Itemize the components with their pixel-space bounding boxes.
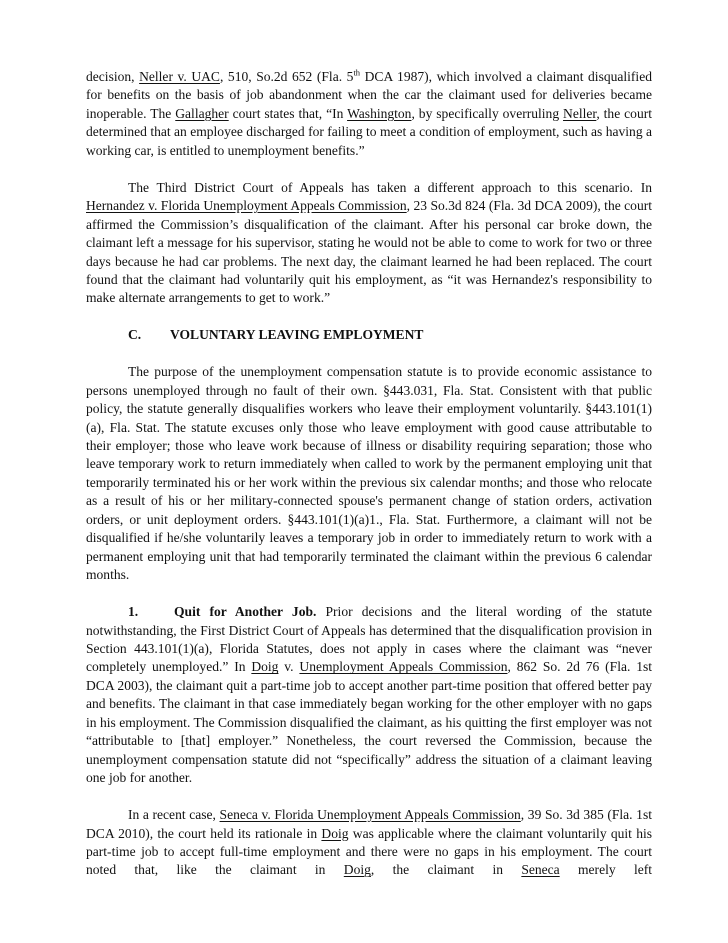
text-run: was applicable where the claimant voluntarily quit his part-time job to accept full-time employment and there were no gaps in his employment. The court noted that, like the claimant in [86,825,653,878]
text-run: , the claimant in [370,862,522,878]
text-run: Prior decisions and the literal wording of the statute notwithstanding, the First District Court of Appeals has determined that the disqualification provision in Section 443.101(1)(a), Florida Statutes, does not apply in cases where the claimant was “never completely unemployed.” In [86,604,652,675]
text-run: The Third District Court of Appeals has taken a different approach to this scenario. In [128,179,652,195]
case-name-neller: Neller [563,105,597,121]
section-letter: C. [128,327,142,343]
case-name-gallagher: Gallagher [175,105,229,121]
case-citation-seneca: Seneca v. Florida Unemployment Appeals Commission [219,807,521,823]
text-run: , 39 So. 3d 385 (Fla. 1st DCA 2010), the court held its rationale in [86,807,652,841]
text-run: court states that, “In [228,105,348,121]
document-body [86,68,652,880]
superscript-th: th [353,67,361,78]
section-heading-c [86,326,652,344]
text-run: In a recent case, [128,807,220,823]
section-title: VOLUNTARY LEAVING EMPLOYMENT [170,327,424,343]
paragraph-seneca [86,806,652,880]
case-citation-hernandez: Hernandez v. Florida Unemployment Appeals Commission [86,198,407,214]
subsection-title: Quit for Another Job. [174,604,317,620]
case-name-washington: Washington [347,105,412,121]
text-run: DCA 1987), which involved a claimant disqualified for benefits on the basis of job abandonment when the car the claimant used for deliveries became inoperable. The [86,69,652,121]
text-run: , 23 So.3d 824 (Fla. 3d DCA 2009), the court affirmed the Commission’s disqualification of the claimant. After his personal car broke down, the claimant left a message for his supervisor, stating he would not be able to come to work for two or three days because he had car problems. The next day, the claimant learned he had been replaced. The court found that the claimant had voluntarily quit his employment, as “it was Hernandez's responsibility to make alternate arrangements to get to work.” [86,198,652,306]
text-run: , by specifically overruling [411,105,564,121]
paragraph-quit-for-another-job [86,603,652,788]
paragraph-neller [86,68,652,160]
paragraph-hernandez [86,179,652,308]
text-run: , 862 So. 2d 76 (Fla. 1st DCA 2003), the claimant quit a part-time job to accept another part-time position that offered better pay and benefits. The claimant in that case immediately began working for the other employer with no gaps in his employment. The Commission disqualified the claimant, as his quitting the first employer was not “attributable to [that] employer.” Nonetheless, the court reversed the Commission, because the unemployment compensation statute did not “specifically” address the situation of a claimant leaving one job for another. [86,659,653,786]
case-name-seneca: Seneca [521,862,560,878]
text-run: , 510, So.2d 652 (Fla. 5 [219,69,354,84]
subsection-number: 1. [128,604,139,620]
case-name-uac: Unemployment Appeals Commission [299,659,508,675]
case-citation-neller-v-uac: Neller v. UAC [139,69,220,84]
text-run: , the court determined that an employee discharged for failing to meet a condition of employment, such as having a working car, is entitled to unemployment benefits.” [86,105,652,158]
text-run: decision, [86,69,140,84]
case-name-doig: Doig [251,659,279,675]
text-run: merely left [559,862,652,878]
paragraph-purpose: The purpose of the unemployment compensation statute is to provide economic assistance to persons unemployed through no fault of their own. §443.031, Fla. Stat. Consistent with that public policy, the statute generally disqualifies workers who leave their employment voluntarily. §443.101(1)(a), Fla. Stat. The statute excuses only those who leave employment with good cause attributable to their employer; those who leave work because of illness or disability requiring separation; those who leave temporary work to return immediately when called to work by the permanent employing unit that temporarily terminated his or her work within the previous six calendar months; and those who relocate as a result of his or her military-connected spouse's permanent change of station orders, activation orders, or unit deployment orders. §443.101(1)(a)1., Fla. Stat. Furthermore, a claimant will not be disqualified if he/she voluntarily leaves a temporary job in order to immediately return to work with a permanent employing unit that had temporarily terminated the claimant within the previous 6 calendar months. [86,364,652,583]
case-name-doig: Doig [321,825,349,841]
case-name-doig: Doig [343,862,371,878]
text-run: v. [278,659,300,675]
